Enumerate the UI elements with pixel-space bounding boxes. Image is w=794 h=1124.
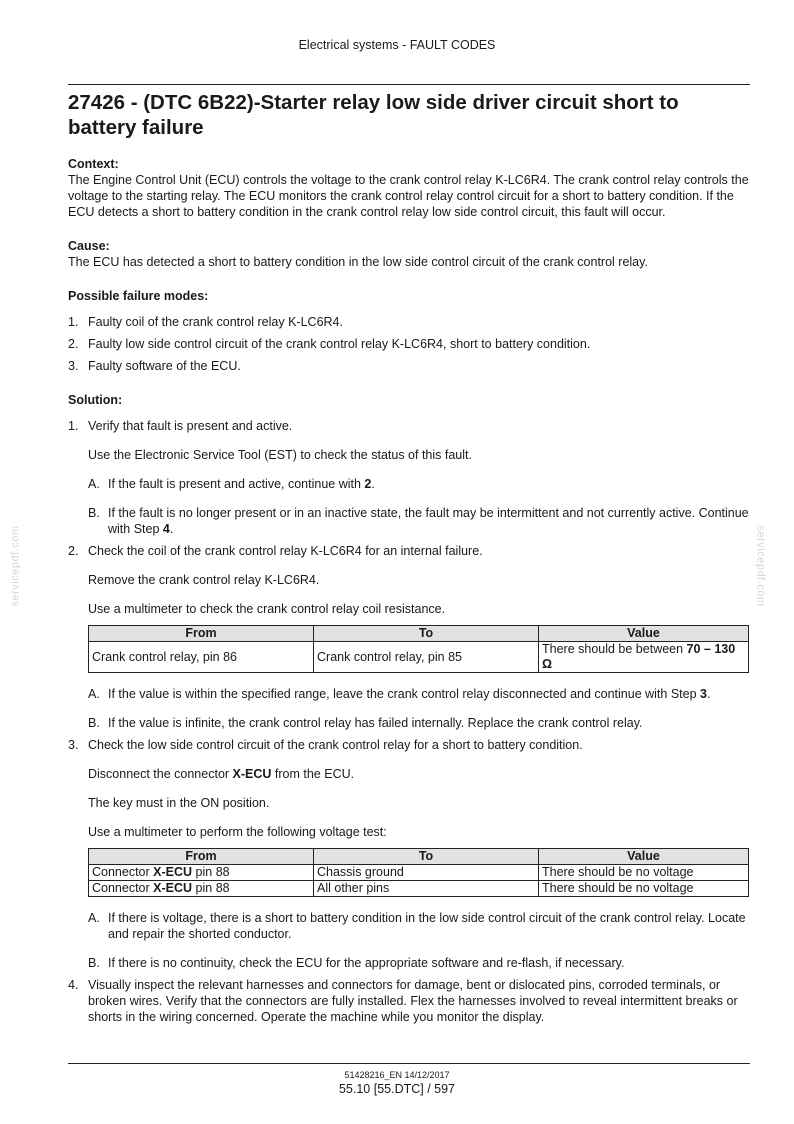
failure-mode-item xyxy=(68,336,750,352)
column-header-from: From xyxy=(89,849,314,865)
cell-to: All other pins xyxy=(314,881,539,897)
solution-step-1 xyxy=(68,418,750,434)
cell-to: Chassis ground xyxy=(314,865,539,881)
table-row xyxy=(89,881,749,897)
failure-mode-item xyxy=(68,314,750,330)
column-header-value: Value xyxy=(539,849,749,865)
footer-rule xyxy=(68,1063,750,1064)
option-letter: B. xyxy=(88,716,100,730)
option-end: . xyxy=(706,687,711,701)
cell-from xyxy=(89,881,314,897)
item-text: Faulty low side control circuit of the crank control relay K-LC6R4, short to battery condition. xyxy=(88,337,591,351)
step-note: Remove the crank control relay K-LC6R4. xyxy=(88,573,320,587)
step-option-a xyxy=(68,910,750,942)
option-text: If the value is infinite, the crank control relay has failed internally. Replace the crank control relay. xyxy=(108,716,643,730)
step-text: Verify that fault is present and active. xyxy=(88,419,293,433)
watermark-left: servicepdf.com xyxy=(9,525,22,607)
table-row xyxy=(89,865,749,881)
footer-doc-id: 51428216_EN 14/12/2017 xyxy=(344,1070,450,1080)
step-ref: 4 xyxy=(162,522,170,536)
step-option-a xyxy=(68,686,750,702)
option-end: . xyxy=(169,522,174,536)
step-option-b xyxy=(68,505,750,537)
cell-from: Crank control relay, pin 86 xyxy=(89,642,314,673)
step-number: 2. xyxy=(68,544,79,558)
step-note xyxy=(68,766,750,782)
watermark-right: servicepdf.com xyxy=(754,525,767,607)
table-row xyxy=(89,642,749,673)
cell-to: Crank control relay, pin 85 xyxy=(314,642,539,673)
resistance-table xyxy=(88,625,749,673)
failure-mode-item xyxy=(68,358,750,374)
failure-modes-heading: Possible failure modes: xyxy=(68,289,209,303)
connector-name: X-ECU xyxy=(232,767,272,781)
option-text: If the fault is present and active, continue with xyxy=(108,477,365,491)
step-note: The key must in the ON position. xyxy=(88,796,270,810)
cause-heading: Cause: xyxy=(68,239,110,253)
note-text: Disconnect the connector xyxy=(88,767,233,781)
table-header-row xyxy=(89,849,749,865)
option-text: If there is no continuity, check the ECU for the appropriate software and re-flash, if necessary. xyxy=(108,956,625,970)
voltage-table xyxy=(88,848,749,897)
item-number: 2. xyxy=(68,337,79,351)
cell-text: pin 88 xyxy=(192,881,230,895)
cell-from xyxy=(89,865,314,881)
value-text: There should be between xyxy=(542,642,687,656)
solution-step-4 xyxy=(68,977,750,1025)
cell-value xyxy=(539,642,749,673)
step-number: 4. xyxy=(68,978,79,992)
solution-step-2 xyxy=(68,543,750,559)
header-rule xyxy=(68,84,750,85)
step-text: Check the coil of the crank control relay K-LC6R4 for an internal failure. xyxy=(88,544,483,558)
step-ref: 2 xyxy=(364,477,372,491)
step-note: Use a multimeter to perform the following voltage test: xyxy=(88,825,387,839)
cause-text: The ECU has detected a short to battery condition in the low side control circuit of the crank control relay. xyxy=(68,255,648,269)
step-number: 3. xyxy=(68,738,79,752)
option-text: If there is voltage, there is a short to battery condition in the low side control circuit of the crank control relay. Locate and repair the shorted conductor. xyxy=(108,911,746,941)
cell-text: pin 88 xyxy=(192,865,230,879)
option-letter: A. xyxy=(88,477,100,491)
solution-heading: Solution: xyxy=(68,393,123,407)
table-header-row xyxy=(89,626,749,642)
step-text: Visually inspect the relevant harnesses and connectors for damage, bent or dislocated pins, corroded terminals, or broken wires. Verify that the connectors are fully installed. Flex the harnesses involved to reveal intermittent breaks or shorts in the wiring concerned. Operate the machine while you monitor the display. xyxy=(88,978,738,1024)
step-note: Use a multimeter to check the crank control relay coil resistance. xyxy=(88,602,446,616)
option-letter: A. xyxy=(88,911,100,925)
option-text: If the value is within the specified range, leave the crank control relay disconnected and continue with Step xyxy=(108,687,701,701)
item-number: 1. xyxy=(68,315,79,329)
item-text: Faulty coil of the crank control relay K-LC6R4. xyxy=(88,315,343,329)
option-letter: B. xyxy=(88,506,100,520)
context-text: The Engine Control Unit (ECU) controls the voltage to the crank control relay K-LC6R4. The crank control relay controls the voltage to the starting relay. The ECU monitors the crank control relay control circuit for a short to battery condition. If the ECU detects a short to battery condition in the crank control relay low side control circuit, this fault will occur. xyxy=(68,173,749,219)
cell-value: There should be no voltage xyxy=(539,881,749,897)
context-heading: Context: xyxy=(68,157,119,171)
step-number: 1. xyxy=(68,419,79,433)
solution-step-3 xyxy=(68,737,750,753)
step-option-b xyxy=(68,955,750,971)
column-header-value: Value xyxy=(539,626,749,642)
note-text: from the ECU. xyxy=(271,767,355,781)
column-header-from: From xyxy=(89,626,314,642)
option-letter: B. xyxy=(88,956,100,970)
step-text: Check the low side control circuit of the crank control relay for a short to battery condition. xyxy=(88,738,583,752)
item-text: Faulty software of the ECU. xyxy=(88,359,241,373)
column-header-to: To xyxy=(314,626,539,642)
option-end: . xyxy=(371,477,375,491)
step-option-a xyxy=(68,476,750,492)
cell-text: Connector xyxy=(92,865,154,879)
footer-page-number: 55.10 [55.DTC] / 597 xyxy=(338,1082,456,1096)
cell-text: Connector xyxy=(92,881,154,895)
item-number: 3. xyxy=(68,359,79,373)
column-header-to: To xyxy=(314,849,539,865)
connector-name: X-ECU xyxy=(153,881,193,895)
document-body xyxy=(68,156,750,1031)
step-option-b xyxy=(68,715,750,731)
cell-value: There should be no voltage xyxy=(539,865,749,881)
page-header: Electrical systems - FAULT CODES xyxy=(298,38,496,52)
connector-name: X-ECU xyxy=(153,865,193,879)
value-range: 70 – 130 Ω xyxy=(542,642,736,671)
page-title: 27426 - (DTC 6B22)-Starter relay low side driver circuit short to battery failure xyxy=(68,91,679,139)
step-ref: 3 xyxy=(700,687,707,701)
option-text: If the fault is no longer present or in an inactive state, the fault may be intermittent and not currently active. Continue with Step xyxy=(108,506,749,536)
step-note: Use the Electronic Service Tool (EST) to check the status of this fault. xyxy=(88,448,472,462)
option-letter: A. xyxy=(88,687,100,701)
